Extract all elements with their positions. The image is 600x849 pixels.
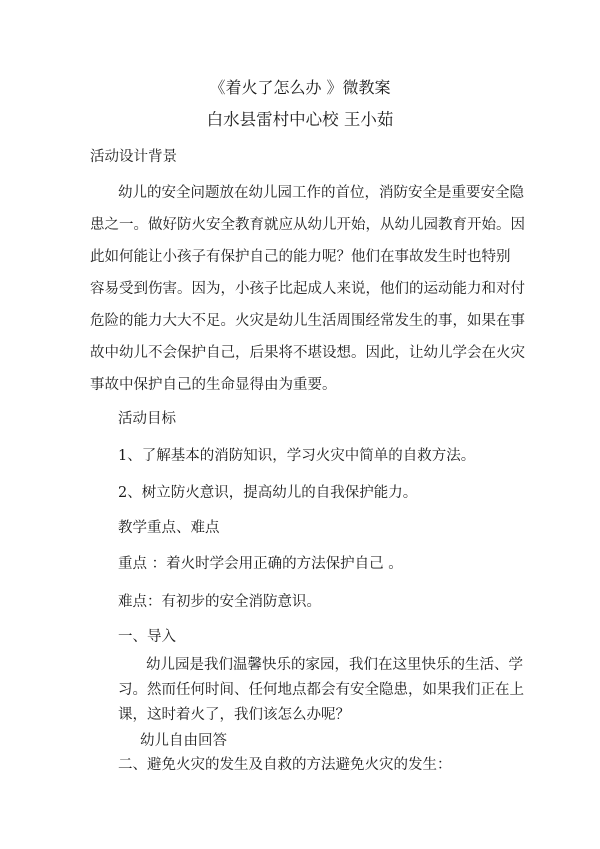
background-heading: 活动设计背景 (90, 149, 177, 165)
paragraph-line: 患之一。做好防火安全教育就应从幼儿开始，从幼儿园教育开始。因 (90, 217, 525, 233)
key-point: 重点 ：着火时学会用正确的方法保护自己 。 (118, 556, 403, 572)
section1-heading: 一、导入 (118, 629, 176, 645)
paragraph-line: 此如何能让小孩子有保护自己的能力呢？他们在事故发生时也特别 (90, 249, 511, 265)
author-line: 白水县雷村中心校 王小茹 (206, 110, 394, 129)
focus-heading: 教学重点、难点 (118, 520, 220, 536)
goal-item: 2、树立防火意识，提高幼儿的自我保护能力。 (118, 485, 418, 501)
paragraph-line: 故中幼儿不会保护自己，后果将不堪设想。因此，让幼儿学会在火灾 (90, 345, 525, 361)
document-title: 《着火了怎么办 》微教案 (209, 78, 391, 97)
paragraph-line: 事故中保护自己的生命显得由为重要。 (90, 377, 337, 393)
goals-heading: 活动目标 (118, 411, 176, 427)
paragraph-line: 幼儿的安全问题放在幼儿园工作的首位，消防安全是重要安全隐 (118, 185, 524, 201)
section2-heading: 二、避免火灾的发生及自救的方法避免火灾的发生： (118, 757, 452, 773)
paragraph-line: 幼儿园是我们温馨快乐的家园，我们在这里快乐的生活、学 (146, 657, 523, 673)
difficulty-point: 难点：有初步的安全消防意识。 (118, 594, 321, 610)
goal-item: 1、了解基本的消防知识，学习火灾中简单的自救方法。 (118, 448, 476, 464)
paragraph-line: 容易受到伤害。因为，小孩子比起成人来说，他们的运动能力和对付 (90, 281, 525, 297)
paragraph-line: 课，这时着火了，我们该怎么办呢？ (118, 707, 350, 723)
paragraph-line: 习。然而任何时间、任何地点都会有安全隐患，如果我们正在上 (118, 682, 524, 698)
answer-line: 幼儿自由回答 (140, 733, 227, 749)
paragraph-line: 危险的能力大大不足。火灾是幼儿生活周围经常发生的事，如果在事 (90, 313, 525, 329)
